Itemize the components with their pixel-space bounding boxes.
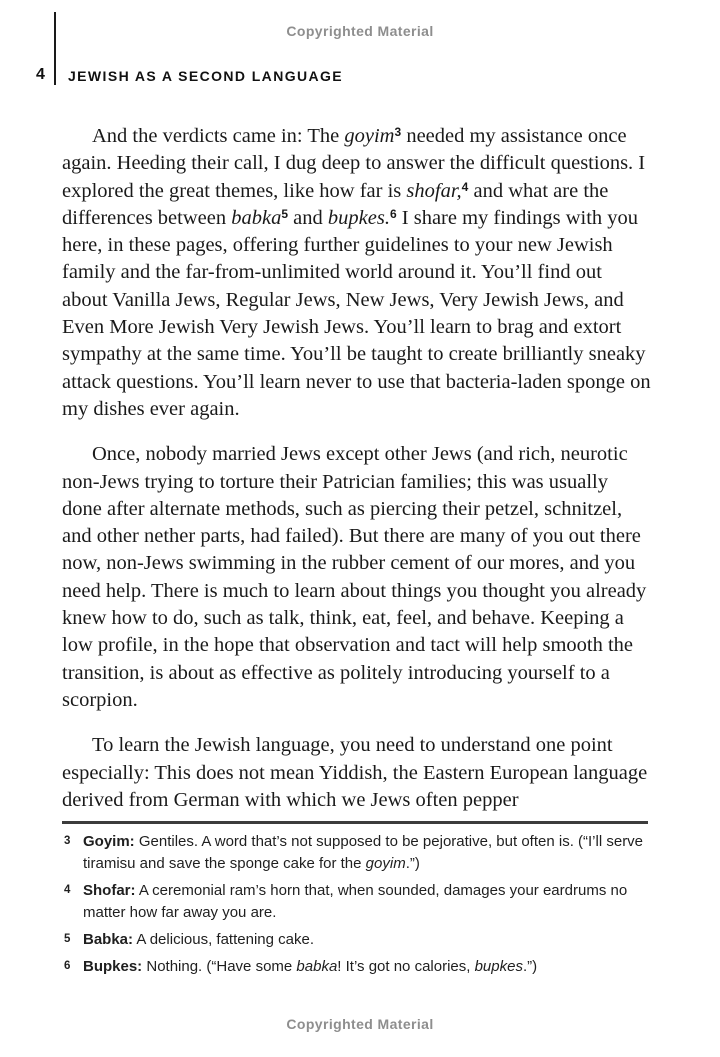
footnote-separator-rule [62,821,648,824]
text-segment: and [288,206,328,229]
text-segment: Once, nobody married Jews except other Jews (and rich, neurotic non-Jews trying to torture their Patrician families; this was usually done after alternate methods, such as piercing their petzel, schnitzel, and other nether parts, had failed). But there are many of you out there now, non-Jews swimming in the rubber cement of our mores, and you need help. There is much to learn about things you thought you already knew how to do, such as talk, think, eat, feel, and behave. Keeping a low profile, in the hope that observation and tact will help smooth the transition, is about as effective as politely introducing yourself to a scorpion. [62,443,647,711]
footnote-item [62,956,648,978]
footnote-ref: 5 [281,206,289,221]
text-segment: And the verdicts came in: The [92,125,345,147]
footnote-marker: 4 [64,884,71,896]
footnote-item [62,880,648,924]
footnote-item [62,929,648,951]
text-segment: A ceremonial ram’s horn that, when sounded, damages your eardrums no matter how far away you are. [83,882,628,921]
paragraph [62,732,652,814]
text-segment: I share my findings with you here, in these pages, offering further guidelines to your new Jewish family and the far-from-unlimited world around it. You’ll find out about Vanilla Jews, Regular Jews, New Jews, Very Jewish Jews, and Even More Jewish Very Jewish Jews. You’ll learn to brag and extort sympathy at the same time. You’ll be taught to create brilliantly sneaky attack questions. You’ll learn never to use that bacteria-laden sponge on my dishes ever again. [62,206,651,420]
text-segment: Babka: [83,931,134,948]
running-head: JEWISH AS A SECOND LANGUAGE [68,68,344,84]
footnote-marker: 6 [64,960,71,972]
text-segment: needed my assistance once again. Heeding their call, I dug deep to answer the difficult questions. I explored the great themes, like how far is [62,125,646,202]
copyright-notice-bottom: Copyrighted Material [286,1016,434,1032]
header-divider-rule [54,12,56,85]
text-segment: Nothing. (“Have some [142,958,297,975]
footnote-item [62,831,648,875]
footnotes [62,831,648,983]
footnote-text [83,931,314,948]
paragraph [62,441,652,714]
text-segment: To learn the Jewish language, you need to understand one point especially: This does not mean Yiddish, the Eastern European language derived from German with which we Jews often pepper [62,734,648,811]
copyright-notice-top: Copyrighted Material [286,23,434,39]
text-segment: A delicious, fattening cake. [133,931,314,948]
footnote-ref: 4 [461,179,469,194]
footnote-marker: 5 [64,933,71,945]
footnote-text [83,958,537,975]
text-segment: .”) [405,855,420,872]
text-segment: Shofar: [83,882,136,899]
text-segment: Bupkes: [83,958,143,975]
paragraph [62,123,652,423]
text-segment: ! It’s got no calories, [337,958,475,975]
footnote-ref: 6 [389,206,397,221]
text-segment: Gentiles. A word that’s not supposed to be pejorative, but often is. (“I’ll serve tiramisu and save the sponge cake for the [83,833,644,872]
text-segment: Goyim: [83,833,135,850]
footnote-ref: 3 [394,125,402,139]
text-segment: shofar, [406,179,462,202]
text-segment: and what are the differences between [62,179,609,229]
text-segment: bupkes [474,958,523,975]
text-segment: goyim [365,855,406,872]
text-segment: goyim [344,125,395,147]
text-segment: .”) [522,958,538,975]
text-segment: babka [296,958,338,975]
text-segment: bupkes. [327,206,390,229]
footnote-marker: 3 [64,835,71,847]
footnote-text [83,833,643,872]
page-number: 4 [36,66,45,83]
footnote-text [83,882,627,921]
text-segment: babka [231,206,282,229]
body-text [62,123,652,814]
